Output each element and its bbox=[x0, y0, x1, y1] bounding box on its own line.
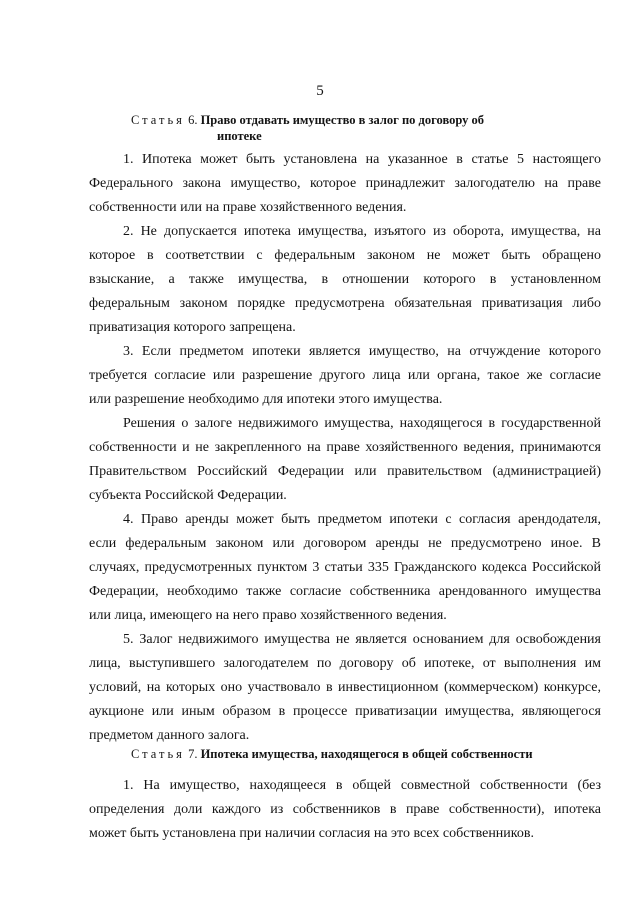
article-6-title: Право отдавать имущество в залог по договору об bbox=[200, 113, 485, 127]
paragraph-line: собственности и не закрепленного на праве хозяйственного ведения, принимаются bbox=[89, 440, 601, 455]
paragraph-line: если федеральным законом или договором аренды не предусмотрено иное. В bbox=[89, 536, 601, 551]
paragraph-line: которое в соответствии с федеральным законом не может быть обращено bbox=[89, 248, 601, 263]
paragraph-line: приватизация которого запрещена. bbox=[89, 320, 296, 335]
article-7-body bbox=[89, 774, 601, 846]
article-7-title: Ипотека имущества, находящегося в общей собственности bbox=[200, 747, 533, 761]
page-number: 5 bbox=[316, 83, 324, 99]
paragraph-line: федеральным законом порядке предусмотрена обязательная приватизация либо bbox=[89, 296, 601, 311]
paragraph-line: условий, на которых оно участвовало в инвестиционном (коммерческом) конкурсе, bbox=[89, 680, 601, 695]
article-6-title-continued: ипотеке bbox=[217, 129, 262, 143]
paragraph-line: требуется согласие или разрешение другого лица или органа, такое же согласие bbox=[89, 368, 601, 383]
paragraph-line: Федерации, необходимо также согласие собственника арендованного имущества bbox=[89, 584, 601, 599]
article-6-body bbox=[89, 148, 601, 748]
paragraph-line: субъекта Российской Федерации. bbox=[89, 488, 287, 503]
paragraph-line: случаях, предусмотренных пунктом 3 статьи 335 Гражданского кодекса Российской bbox=[89, 560, 601, 575]
paragraph-line: Решения о залоге недвижимого имущества, находящегося в государственной bbox=[123, 416, 601, 431]
paragraph-line: или лица, имеющего на него право хозяйственного ведения. bbox=[89, 608, 447, 623]
paragraph-line: предметом данного залога. bbox=[89, 728, 250, 743]
paragraph-line: определения доли каждого из собственников в праве собственности), ипотека bbox=[89, 802, 601, 817]
paragraph-line: 2. Не допускается ипотека имущества, изъятого из оборота, имущества, на bbox=[123, 224, 601, 239]
paragraph-line: 1. Ипотека может быть установлена на указанное в статье 5 настоящего bbox=[123, 152, 601, 167]
paragraph-line: или разрешение необходимо для ипотеки этого имущества. bbox=[89, 392, 443, 407]
article-7-number: 7. bbox=[188, 747, 198, 761]
paragraph-line: взыскание, а также имущества, в отношении которого в установленном bbox=[89, 272, 601, 287]
paragraph-line: Правительством Российский Федерации или правительством (администрацией) bbox=[89, 464, 601, 479]
article-7-heading bbox=[131, 746, 571, 762]
paragraph-line: 4. Право аренды может быть предметом ипотеки с согласия арендодателя, bbox=[123, 512, 601, 527]
paragraph-line: лица, выступившего залогодателем по договору об ипотеке, от выполнения им bbox=[89, 656, 601, 671]
paragraph-line: 3. Если предметом ипотеки является имущество, на отчуждение которого bbox=[123, 344, 601, 359]
paragraph-line: 1. На имущество, находящееся в общей совместной собственности (без bbox=[123, 778, 601, 793]
article-6-number: 6. bbox=[188, 113, 198, 127]
article-7-label: Статья bbox=[131, 747, 185, 761]
paragraph-line: аукционе или иным образом в процессе приватизации имущества, являющегося bbox=[89, 704, 601, 719]
paragraph-line: Федерального закона имущество, которое принадлежит залогодателю на праве bbox=[89, 176, 601, 191]
article-6-heading bbox=[131, 112, 571, 144]
paragraph-line: может быть установлена при наличии согласия на это всех собственников. bbox=[89, 826, 534, 841]
article-6-label: Статья bbox=[131, 113, 185, 127]
paragraph-line: 5. Залог недвижимого имущества не является основанием для освобождения bbox=[123, 632, 601, 647]
paragraph-line: собственности или на праве хозяйственного ведения. bbox=[89, 200, 407, 215]
